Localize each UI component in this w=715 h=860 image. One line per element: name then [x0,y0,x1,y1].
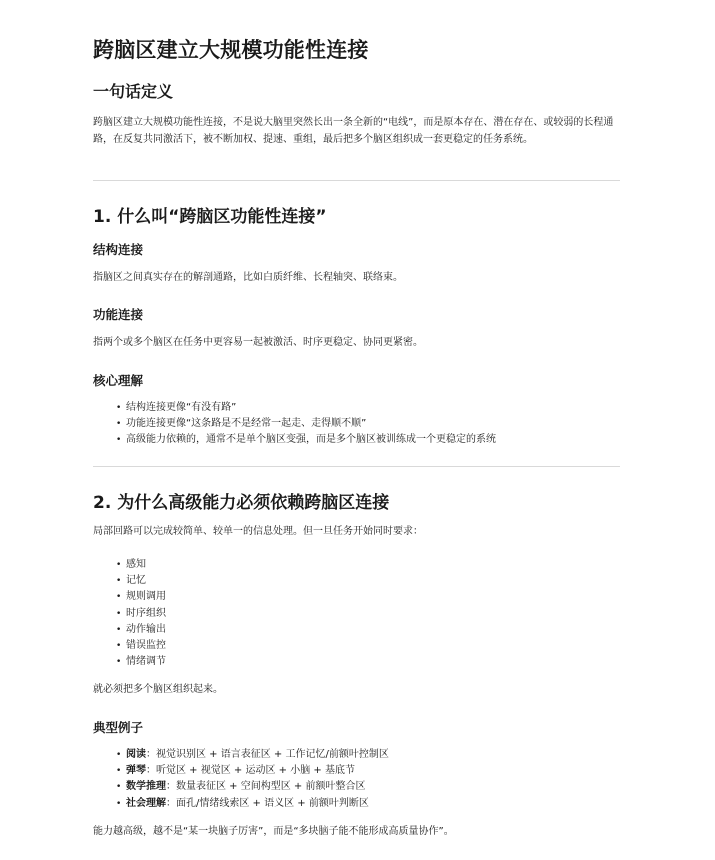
page-title: 跨脑区建立大规模功能性连接 [93,38,369,62]
list-item: • 高级能力依赖的，通常不是单个脑区变强，而是多个脑区被训练成一个更稳定的系统 [118,432,496,448]
example-label: 弹琴 [126,765,146,777]
list-item: • 时序组织 [118,606,166,622]
requirements-list [118,557,166,670]
list-item [118,796,389,812]
list-item: • 情绪调节 [118,654,166,670]
example-text: 面孔/情绪线索区 + 语义区 + 前额叶判断区 [176,797,369,809]
list-item: • 规则调用 [118,589,166,605]
list-item [118,779,389,795]
example-label: 社会理解 [126,797,166,809]
functional-text: 指两个或多个脑区在任务中更容易一起被激活、时序更稳定、协同更紧密。 [93,337,423,348]
section2-conclusion: 就必须把多个脑区组织起来。 [93,684,223,695]
list-item [118,747,389,763]
example-separator: ： [166,781,176,793]
divider [93,466,620,467]
section1-heading: 1. 什么叫“跨脑区功能性连接” [93,207,327,227]
example-separator: ： [166,797,176,809]
core-list [118,400,496,449]
list-item: • 错误监控 [118,638,166,654]
examples-heading: 典型例子 [93,720,144,735]
divider [93,180,620,181]
structural-text: 指脑区之间真实存在的解剖通路，比如白质纤维、长程轴突、联络束。 [93,272,403,283]
functional-heading: 功能连接 [93,307,144,322]
examples-list [118,747,389,812]
list-item: • 结构连接更像“有没有路” [118,400,496,416]
example-text: 听觉区 + 视觉区 + 运动区 + 小脑 + 基底节 [156,765,355,777]
example-separator: ： [146,749,156,760]
list-item: • 感知 [118,557,166,573]
core-heading: 核心理解 [93,373,144,388]
example-text: 视觉识别区 + 语言表征区 + 工作记忆/前额叶控制区 [156,749,389,760]
example-text: 数量表征区 + 空间构型区 + 前额叶整合区 [176,781,366,793]
list-item: • 记忆 [118,573,166,589]
section2-heading: 2. 为什么高级能力必须依赖跨脑区连接 [93,493,390,513]
section2-intro: 局部回路可以完成较简单、较单一的信息处理。但一旦任务开始同时要求： [93,526,423,537]
definition-heading: 一句话定义 [93,82,174,101]
structural-heading: 结构连接 [93,242,144,257]
example-label: 数学推理 [126,781,166,793]
list-item [118,763,389,779]
definition-text: 跨脑区建立大规模功能性连接，不是说大脑里突然长出一条全新的“电线”，而是原本存在、潜在存在、或较弱的长程通路，在反复共同激活下，被不断加权、提速、重组，最后把多个脑区组织成一套更稳定的任务系统。 [93,117,614,145]
list-item: • 动作输出 [118,622,166,638]
example-separator: ： [146,765,156,777]
section2-closing: 能力越高级，越不是“某一块脑子厉害”，而是“多块脑子能不能形成高质量协作”。 [93,826,454,837]
list-item: • 功能连接更像“这条路是不是经常一起走、走得顺不顺” [118,416,496,432]
example-label: 阅读 [126,749,146,760]
